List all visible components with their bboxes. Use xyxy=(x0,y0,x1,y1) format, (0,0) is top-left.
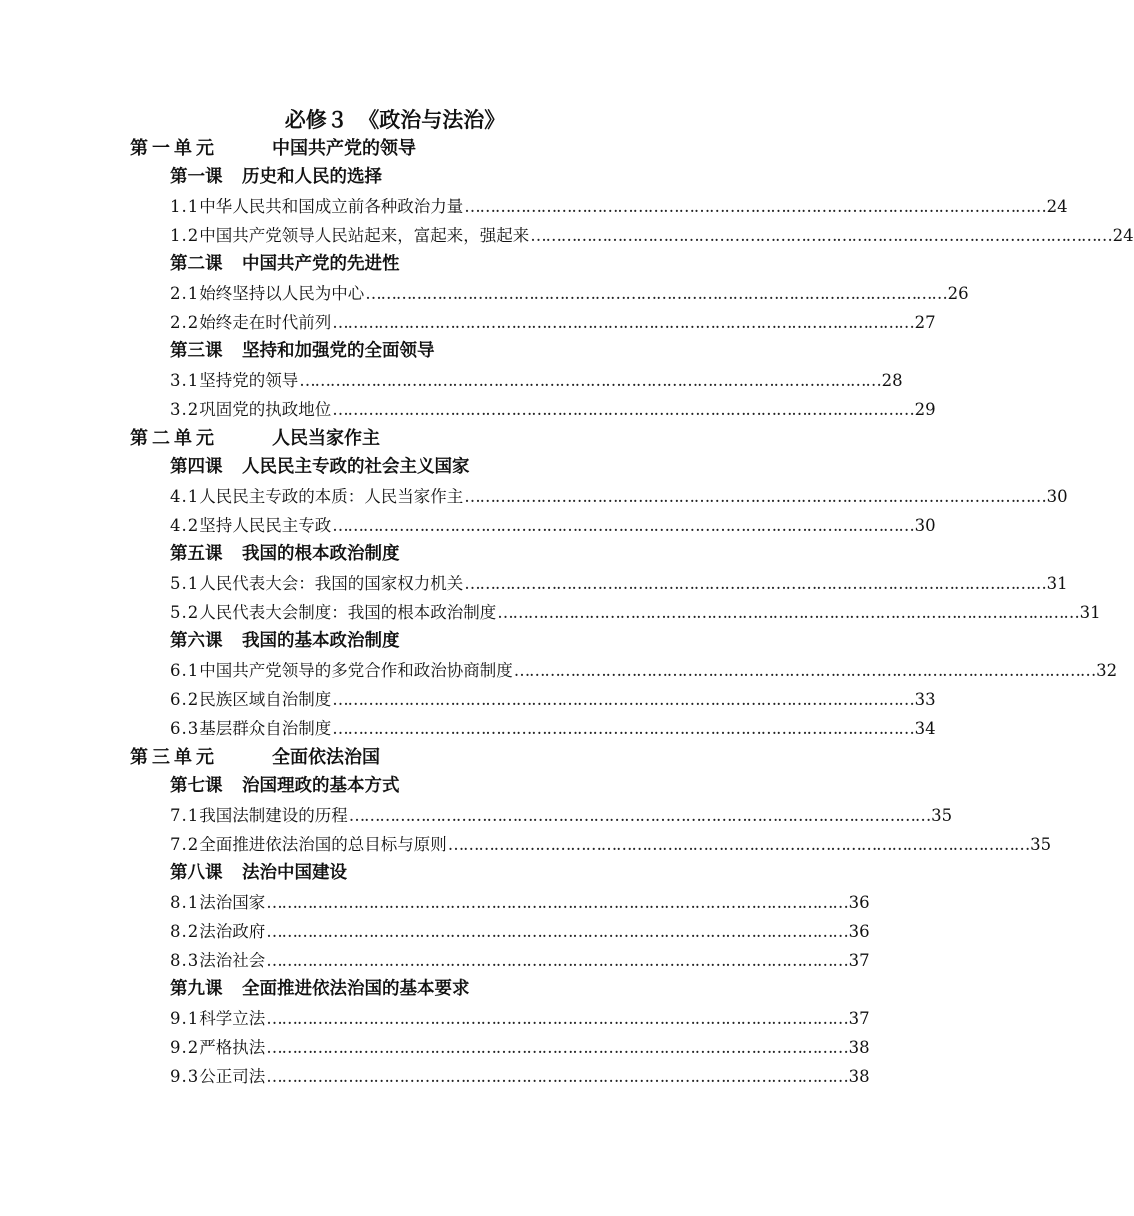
page-number: 31 xyxy=(1046,574,1068,593)
toc-entry xyxy=(170,279,969,308)
leader-dots: …………………………………………………………………………………………………… xyxy=(464,574,1046,593)
entry-number: 3.2 xyxy=(170,400,200,419)
entry-number: 9.2 xyxy=(170,1038,200,1057)
leader-dots: …………………………………………………………………………………………………… xyxy=(266,1009,848,1028)
lesson-title: 法治中国建设 xyxy=(242,863,347,883)
lesson-title: 全面推进依法治国的基本要求 xyxy=(242,979,470,999)
entry-text: 法治政府 xyxy=(199,922,266,941)
entry-number: 2.2 xyxy=(170,313,200,332)
toc-entry xyxy=(170,946,870,975)
entry-number: 7.2 xyxy=(170,835,200,854)
toc-entry xyxy=(170,511,936,540)
lesson-heading xyxy=(170,540,400,569)
lesson-title: 治国理政的基本方式 xyxy=(242,776,400,796)
page-number: 33 xyxy=(914,690,936,709)
entry-text: 坚持人民民主专政 xyxy=(199,516,332,535)
unit-label: 第二单元 xyxy=(130,428,218,449)
toc-entry xyxy=(170,1033,870,1062)
toc-entry xyxy=(170,308,936,337)
lesson-heading xyxy=(170,337,435,366)
toc-entry xyxy=(170,221,1134,250)
entry-number: 8.2 xyxy=(170,922,200,941)
entry-text: 我国法制建设的历程 xyxy=(199,806,348,825)
lesson-label: 第一课 xyxy=(170,167,223,187)
entry-number: 5.2 xyxy=(170,603,200,622)
page-number: 38 xyxy=(848,1067,870,1086)
unit-title: 人民当家作主 xyxy=(272,428,380,449)
unit-heading xyxy=(130,743,380,772)
entry-text: 中国共产党领导人民站起来，富起来，强起来 xyxy=(199,226,530,245)
page-number: 37 xyxy=(848,951,870,970)
entry-text: 始终坚持以人民为中心 xyxy=(199,284,365,303)
entry-number: 6.1 xyxy=(170,661,200,680)
entry-text: 中华人民共和国成立前各种政治力量 xyxy=(199,197,464,216)
leader-dots: …………………………………………………………………………………………………… xyxy=(464,487,1046,506)
unit-label: 第一单元 xyxy=(130,138,218,159)
page-number: 36 xyxy=(848,893,870,912)
lesson-heading xyxy=(170,453,470,482)
unit-title: 全面依法治国 xyxy=(272,747,380,768)
lesson-label: 第三课 xyxy=(170,341,223,361)
page-number: 30 xyxy=(914,516,936,535)
entry-number: 2.1 xyxy=(170,284,200,303)
page-title: 必修３ 《政治与法治》 xyxy=(284,108,506,132)
page-number: 30 xyxy=(1046,487,1068,506)
leader-dots: …………………………………………………………………………………………………… xyxy=(266,1038,848,1057)
toc-entry xyxy=(170,482,1068,511)
entry-number: 6.3 xyxy=(170,719,200,738)
toc-entry xyxy=(170,830,1052,859)
entry-number: 1.1 xyxy=(170,197,200,216)
lesson-label: 第四课 xyxy=(170,457,223,477)
toc-entry xyxy=(170,569,1068,598)
page-number: 27 xyxy=(914,313,936,332)
entry-text: 人民代表大会制度：我国的根本政治制度 xyxy=(199,603,497,622)
entry-text: 始终走在时代前列 xyxy=(199,313,332,332)
lesson-label: 第五课 xyxy=(170,544,223,564)
toc-entry xyxy=(170,395,936,424)
entry-number: 7.1 xyxy=(170,806,200,825)
unit-heading xyxy=(130,134,416,163)
entry-text: 全面推进依法治国的总目标与原则 xyxy=(199,835,447,854)
leader-dots: …………………………………………………………………………………………………… xyxy=(447,835,1030,854)
page-number: 37 xyxy=(848,1009,870,1028)
lesson-label: 第九课 xyxy=(170,979,223,999)
toc-entry xyxy=(170,1004,870,1033)
toc-entry xyxy=(170,192,1068,221)
lesson-title: 人民民主专政的社会主义国家 xyxy=(242,457,470,477)
page-number: 26 xyxy=(947,284,969,303)
lesson-heading xyxy=(170,250,400,279)
leader-dots: …………………………………………………………………………………………………… xyxy=(530,226,1112,245)
lesson-label: 第七课 xyxy=(170,776,223,796)
toc-entry xyxy=(170,1062,870,1091)
leader-dots: …………………………………………………………………………………………………… xyxy=(332,690,914,709)
toc-entry xyxy=(170,917,870,946)
lesson-title: 坚持和加强党的全面领导 xyxy=(242,341,435,361)
entry-text: 法治社会 xyxy=(199,951,266,970)
page-number: 28 xyxy=(881,371,903,390)
leader-dots: …………………………………………………………………………………………………… xyxy=(332,313,914,332)
lesson-title: 我国的根本政治制度 xyxy=(242,544,400,564)
toc-entry xyxy=(170,685,936,714)
leader-dots: …………………………………………………………………………………………………… xyxy=(332,400,914,419)
leader-dots: …………………………………………………………………………………………………… xyxy=(266,922,848,941)
page-number: 36 xyxy=(848,922,870,941)
lesson-title: 中国共产党的先进性 xyxy=(242,254,400,274)
toc-entry xyxy=(170,656,1118,685)
toc-entry xyxy=(170,801,953,830)
lesson-label: 第六课 xyxy=(170,631,223,651)
entry-text: 坚持党的领导 xyxy=(199,371,299,390)
lesson-heading xyxy=(170,627,400,656)
entry-number: 9.3 xyxy=(170,1067,200,1086)
entry-number: 1.2 xyxy=(170,226,200,245)
leader-dots: …………………………………………………………………………………………………… xyxy=(332,719,914,738)
unit-label: 第三单元 xyxy=(130,747,218,768)
unit-heading xyxy=(130,424,380,453)
entry-number: 4.2 xyxy=(170,516,200,535)
leader-dots: …………………………………………………………………………………………………… xyxy=(464,197,1046,216)
entry-number: 6.2 xyxy=(170,690,200,709)
page-number: 34 xyxy=(914,719,936,738)
entry-number: 8.3 xyxy=(170,951,200,970)
entry-text: 严格执法 xyxy=(199,1038,266,1057)
entry-number: 8.1 xyxy=(170,893,200,912)
unit-title: 中国共产党的领导 xyxy=(272,138,416,159)
entry-text: 人民代表大会：我国的国家权力机关 xyxy=(199,574,464,593)
leader-dots: …………………………………………………………………………………………………… xyxy=(266,893,848,912)
entry-text: 民族区域自治制度 xyxy=(199,690,332,709)
leader-dots: …………………………………………………………………………………………………… xyxy=(299,371,881,390)
leader-dots: …………………………………………………………………………………………………… xyxy=(513,661,1096,680)
page-number: 24 xyxy=(1046,197,1068,216)
entry-text: 中国共产党领导的多党合作和政治协商制度 xyxy=(199,661,513,680)
toc-entry xyxy=(170,598,1101,627)
toc-entry xyxy=(170,366,903,395)
entry-text: 巩固党的执政地位 xyxy=(199,400,332,419)
lesson-heading xyxy=(170,859,347,888)
entry-number: 4.1 xyxy=(170,487,200,506)
leader-dots: …………………………………………………………………………………………………… xyxy=(266,951,848,970)
toc-entry xyxy=(170,888,870,917)
page-number: 24 xyxy=(1112,226,1134,245)
page-number: 32 xyxy=(1096,661,1118,680)
entry-text: 科学立法 xyxy=(199,1009,266,1028)
lesson-label: 第二课 xyxy=(170,254,223,274)
leader-dots: …………………………………………………………………………………………………… xyxy=(348,806,931,825)
page-number: 38 xyxy=(848,1038,870,1057)
leader-dots: …………………………………………………………………………………………………… xyxy=(266,1067,848,1086)
toc-entry xyxy=(170,714,936,743)
entry-text: 公正司法 xyxy=(199,1067,266,1086)
page-number: 35 xyxy=(931,806,953,825)
lesson-heading xyxy=(170,163,382,192)
leader-dots: …………………………………………………………………………………………………… xyxy=(497,603,1079,622)
entry-number: 5.1 xyxy=(170,574,200,593)
page-number: 29 xyxy=(914,400,936,419)
leader-dots: …………………………………………………………………………………………………… xyxy=(332,516,914,535)
leader-dots: …………………………………………………………………………………………………… xyxy=(365,284,947,303)
lesson-title: 我国的基本政治制度 xyxy=(242,631,400,651)
entry-number: 9.1 xyxy=(170,1009,200,1028)
lesson-heading xyxy=(170,975,470,1004)
page-number: 35 xyxy=(1030,835,1052,854)
entry-text: 法治国家 xyxy=(199,893,266,912)
lesson-heading xyxy=(170,772,400,801)
entry-number: 3.1 xyxy=(170,371,200,390)
entry-text: 人民民主专政的本质：人民当家作主 xyxy=(199,487,464,506)
lesson-title: 历史和人民的选择 xyxy=(242,167,382,187)
page-number: 31 xyxy=(1079,603,1101,622)
entry-text: 基层群众自治制度 xyxy=(199,719,332,738)
lesson-label: 第八课 xyxy=(170,863,223,883)
